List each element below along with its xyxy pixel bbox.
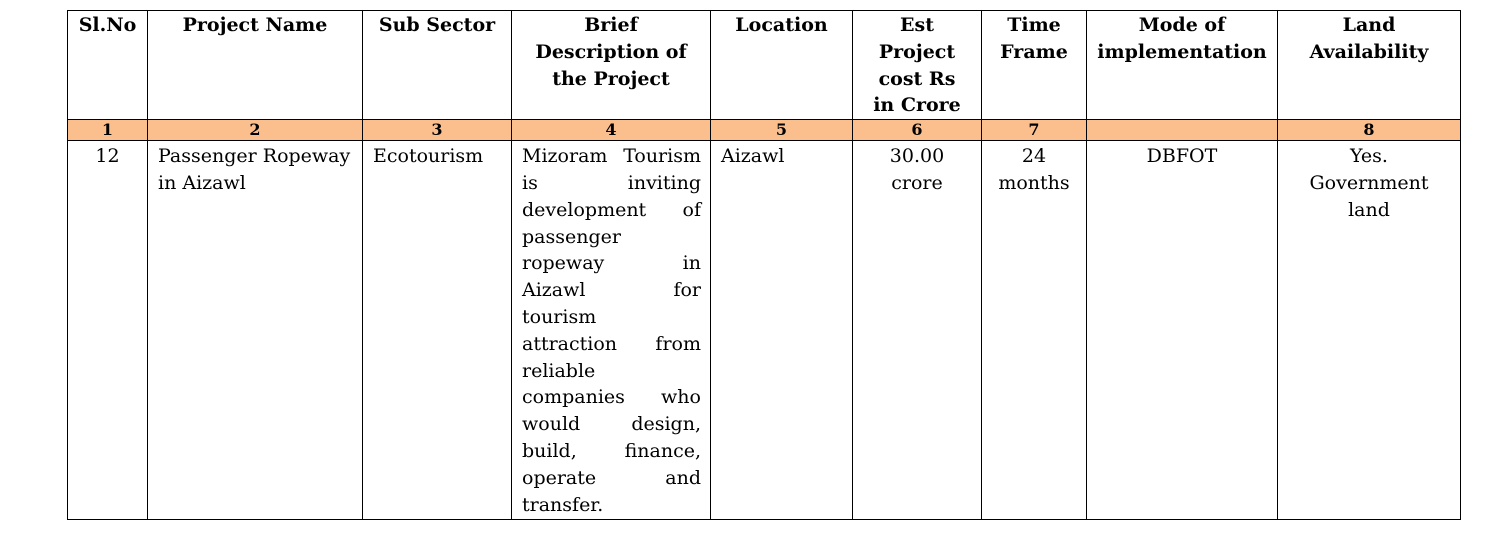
description-lines [522,143,701,518]
cell-time-frame: 24 months [982,141,1087,520]
cell-location: Aizawl [711,141,853,520]
cell-est-cost: 30.00 crore [853,141,982,520]
column-number: 8 [1278,120,1461,141]
description-line: reliable [522,359,596,382]
description-line: tourism [522,305,597,328]
cell-sub-sector: Ecotourism [363,141,512,520]
header-est-project-cost: Est Project cost Rs in Crore [853,11,982,120]
description-line: build, finance, [522,439,701,462]
header-brief-description: Brief Description of the Project [512,11,711,120]
description-line: development of [522,198,701,221]
cell-project-name: Passenger Ropeway in Aizawl [148,141,363,520]
cell-sl-no: 12 [68,141,148,520]
column-number-row [68,120,1461,141]
header-land-availability: Land Availability [1278,11,1461,120]
header-row [68,11,1461,120]
description-line: transfer. [522,493,604,516]
description-line: attraction from [522,332,701,355]
column-number: 7 [982,120,1087,141]
header-sub-sector: Sub Sector [363,11,512,120]
description-line: would design, [522,413,701,436]
column-number: 3 [363,120,512,141]
header-time-frame: Time Frame [982,11,1087,120]
description-line: passenger [522,225,621,248]
header-location: Location [711,11,853,120]
description-line: companies who [522,386,701,409]
column-number: 4 [512,120,711,141]
projects-table [67,10,1461,520]
header-mode-of-implementation: Mode of implementation [1087,11,1278,120]
cell-land-availability: Yes. Government land [1278,141,1461,520]
description-line: is inviting [522,171,701,194]
column-number: 2 [148,120,363,141]
cell-mode: DBFOT [1087,141,1278,520]
header-project-name: Project Name [148,11,363,120]
column-number: 6 [853,120,982,141]
description-line: ropeway in [522,252,701,275]
description-line: Mizoram Tourism [522,145,701,168]
column-number: 5 [711,120,853,141]
table-row [68,141,1461,520]
header-sl-no: Sl.No [68,11,148,120]
column-number: 1 [68,120,148,141]
description-line: operate and [522,466,701,489]
description-line: Aizawl for [522,279,701,302]
cell-description [512,141,711,520]
column-number [1087,120,1278,141]
